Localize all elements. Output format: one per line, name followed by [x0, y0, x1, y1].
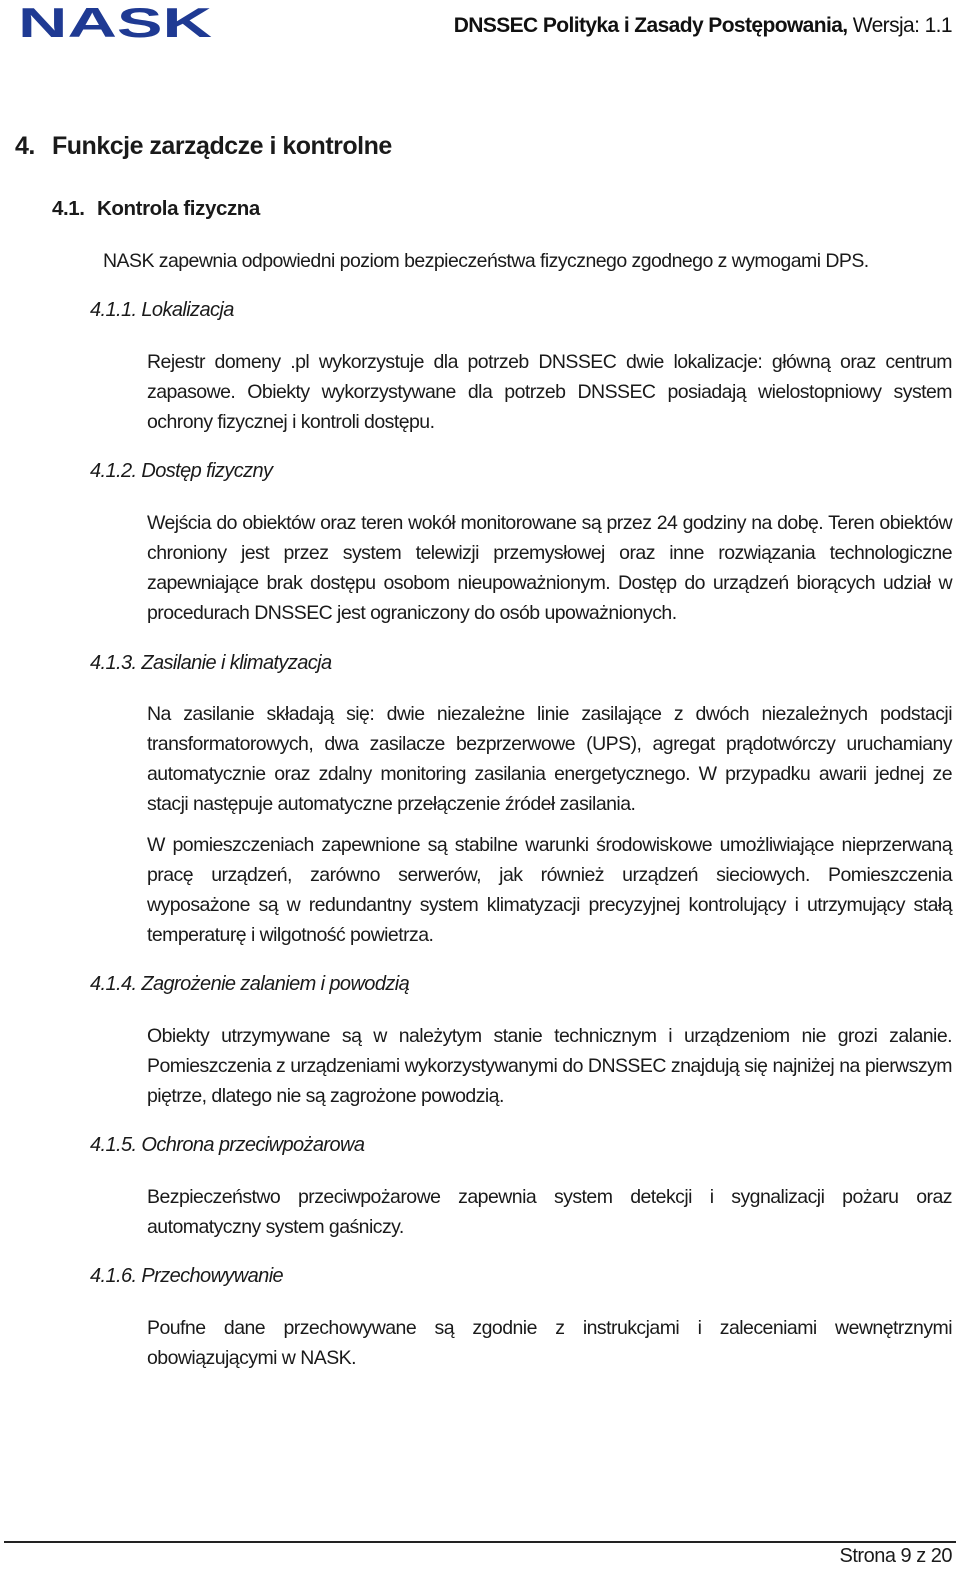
- paragraph-zalanie: Obiekty utrzymywane są w należytym stanie technicznym i urządzeniom nie grozi zalanie. Pomieszczenia z urządzeniami wykorzystywanymi do DNSSEC znajdują się najniżej na pierwszym piętrze, dlatego nie są zagrożone powodzią.: [147, 1025, 952, 1107]
- heading-dostep-fizyczny: 4.1.2. Dostęp fizyczny: [90, 460, 273, 482]
- paragraph-zasilanie-2: W pomieszczeniach zapewnione są stabilne warunki środowiskowe umożliwiające nieprzerwaną pracę urządzeń, zarówno serwerów, jak również urządzeń sieciowych. Pomieszczenia wyposażone są w redundantny system klimatyzacji precyzyjnej kontrolujący i utrzymujący stałą temperaturę i wilgotność powietrza.: [147, 834, 952, 946]
- heading-lokalizacja: 4.1.1. Lokalizacja: [90, 299, 234, 321]
- nask-logo-graphic: [18, 4, 212, 38]
- document-version: Wersja: 1.1: [852, 14, 952, 37]
- paragraph-zasilanie-1: Na zasilanie składają się: dwie niezależne linie zasilające z dwóch niezależnych podstacji transformatorowych, dwa zasilacze bezprzerwowe (UPS), agregat prądotwórczy uruchamiany automatycznie oraz zdalny monitoring zasilania energetycznego. W przypadku awarii jednej ze stacji następuje automatyczne przełączenie źródeł zasilania.: [147, 703, 952, 815]
- subsection-heading: [52, 197, 260, 221]
- paragraph-ochrona-ppoz: Bezpieczeństwo przeciwpożarowe zapewnia system detekcji i sygnalizacji pożaru oraz automatyczny system gaśniczy.: [147, 1186, 952, 1238]
- paragraph-lokalizacja: Rejestr domeny .pl wykorzystuje dla potrzeb DNSSEC dwie lokalizacje: główną oraz centrum zapasowe. Obiekty wykorzystywane dla potrzeb DNSSEC posiadają wielostopniowy system ochrony fizycznej i kontroli dostępu.: [147, 351, 952, 433]
- subsection-number: 4.1.: [52, 197, 85, 220]
- paragraph-dostep-fizyczny: Wejścia do obiektów oraz teren wokół monitorowane są przez 24 godziny na dobę. Teren obiektów chroniony jest przez system telewizji przemysłowej oraz inne rozwiązania technologiczne zapewniające brak dostępu osobom nieupoważnionym. Dostęp do urządzeń biorących udział w procedurach DNSSEC jest ograniczony do osób upoważnionych.: [147, 512, 952, 624]
- nask-logo: [18, 4, 212, 38]
- heading-zalanie: 4.1.4. Zagrożenie zalaniem i powodzią: [90, 973, 410, 995]
- subsection-intro: NASK zapewnia odpowiedni poziom bezpieczeństwa fizycznego zgodnego z wymogami DPS.: [103, 250, 869, 272]
- subsection-title: Kontrola fizyczna: [97, 197, 260, 220]
- page-number: Strona 9 z 20: [839, 1545, 952, 1567]
- section-number: 4.: [15, 132, 35, 160]
- document-title-main: DNSSEC Polityka i Zasady Postępowania,: [453, 14, 853, 37]
- heading-zasilanie: 4.1.3. Zasilanie i klimatyzacja: [90, 652, 332, 674]
- footer-divider: [4, 1541, 956, 1543]
- heading-przechowywanie: 4.1.6. Przechowywanie: [90, 1265, 284, 1287]
- document-title: [454, 14, 952, 38]
- section-heading: [15, 132, 392, 161]
- logo-text: NASK: [18, 4, 212, 38]
- section-title: Funkcje zarządcze i kontrolne: [52, 132, 392, 160]
- paragraph-przechowywanie: Poufne dane przechowywane są zgodnie z instrukcjami i zaleceniami wewnętrznymi obowiązującymi w NASK.: [147, 1317, 952, 1369]
- heading-ochrona-ppoz: 4.1.5. Ochrona przeciwpożarowa: [90, 1134, 365, 1156]
